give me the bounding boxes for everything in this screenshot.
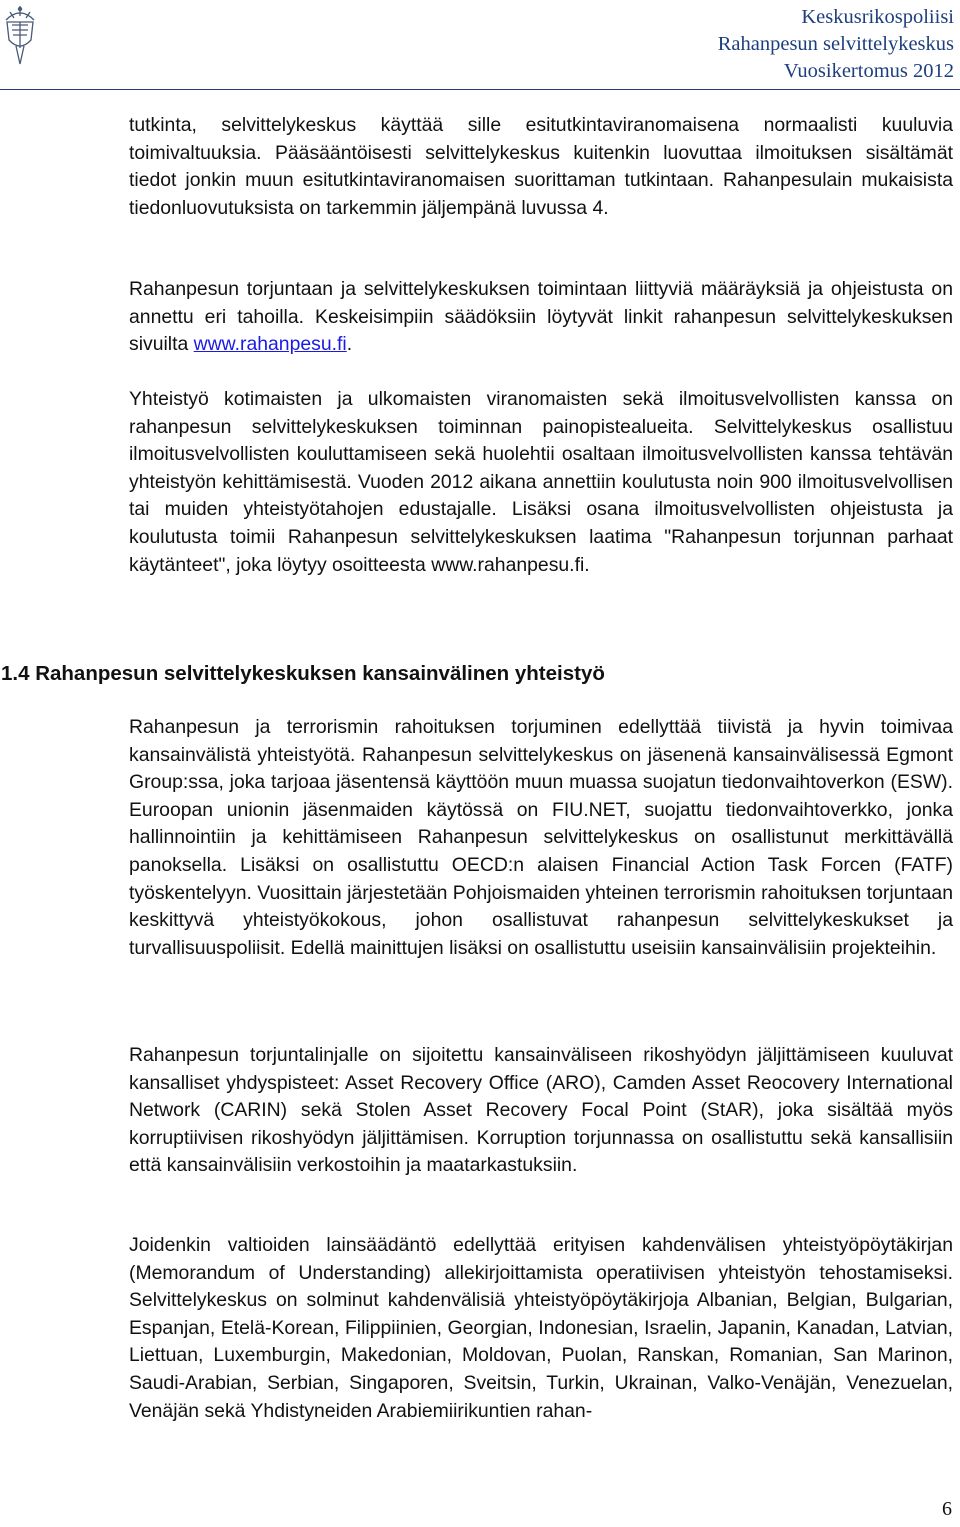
header-divider <box>0 89 960 90</box>
header-organization: Keskusrikospoliisi <box>801 6 954 28</box>
header-unit: Rahanpesun selvittelykeskus <box>717 33 954 55</box>
page-number: 6 <box>942 1498 952 1520</box>
police-emblem-icon <box>2 2 38 68</box>
paragraph-domestic-cooperation: Yhteistyö kotimaisten ja ulkomaisten viranomaisten sekä ilmoitusvelvollisten kanssa on rahanpesun selvittelykeskuksen toiminnan painopistealueita. Selvittelykeskus osallistuu ilmoitusvelvollisten kouluttamiseen sekä huolehtii osaltaan ilmoitusvelvollisten kanssa tehtävän yhteistyön kehittämisestä. Vuoden 2012 aikana annettiin koulutusta noin 900 ilmoitusvelvollisen tai muiden yhteistyötahojen edustajalle. Lisäksi osana ilmoitusvelvollisten ohjeistusta ja koulutusta toimii Rahanpesun selvittelykeskuksen laatima "Rahanpesun torjunnan parhaat käytänteet", joka löytyy osoitteesta www.rahanpesu.fi. <box>129 388 953 576</box>
rahanpesu-link[interactable]: www.rahanpesu.fi <box>193 333 347 356</box>
paragraph-asset-recovery: Rahanpesun torjuntalinjalle on sijoitettu kansainväliseen rikoshyödyn jäljittämiseen kuuluvat kansalliset yhdyspisteet: Asset Recovery Office (ARO), Camden Asset Reocovery International Network (CARIN) sekä Stolen Asset Recovery Focal Point (StAR), joka sisältää myös korruptiivisen rikoshyödyn jäljittämisen. Korruption torjunnassa on osallistuttu sekä kansallisiin että kansainvälisiin verkostoihin ja maatarkastuksiin. <box>129 1044 953 1177</box>
paragraph-mou: Joidenkin valtioiden lainsäädäntö edellyttää erityisen kahdenvälisen yhteistyöpöytäkirjan (Memorandum of Understanding) allekirjoittamista operatiivisen yhteistyön tehostamiseksi. Selvittelykeskus on solminut kahdenvälisiä yhteistyöpöytäkirjoja Albanian, Belgian, Bulgarian, Espanjan, Etelä-Korean, Filippiinien, Georgian, Indonesian, Israelin, Japanin, Kanadan, Latvian, Liettuan, Luxemburgin, Makedonian, Moldovan, Puolan, Ranskan, Romanian, San Marinon, Saudi-Arabian, Serbian, Singaporen, Sveitsin, Turkin, Ukrainan, Valko-Venäjän, Venezuelan, Venäjän sekä Yhdistyneiden Arabiemiirikuntien rahan- <box>129 1234 953 1422</box>
header-report-title: Vuosikertomus 2012 <box>783 60 954 82</box>
paragraph-investigation: tutkinta, selvittelykeskus käyttää sille esitutkintaviranomaisena normaalisti kuuluvia toimivaltuuksia. Pääsääntöisesti selvittelykeskus kuitenkin luovuttaa ilmoituksen sisältämät tiedot jonkin muun esitutkintaviranomaisen suorittaman tutkintaan. Rahanpesulain mukaisista tiedonluovutuksista on tarkemmin jäljempänä luvussa 4. <box>129 114 953 219</box>
paragraph-international-cooperation: Rahanpesun ja terrorismin rahoituksen torjuminen edellyttää tiivistä ja hyvin toimivaa kansainvälistä yhteistyötä. Rahanpesun selvittelykeskus on jäsenenä kansainvälisessä Egmont Group:ssa, joka tarjoaa jäsentensä käyttöön muun muassa suojatun tiedonvaihtoverkon (ESW). Euroopan unionin jäsenmaiden käytössä on FIU.NET, suojattu tiedonvaihtoverkko, jonka hallinnointiin ja kehittämiseen Rahanpesun selvittelykeskus on osallistunut merkittävällä panoksella. Lisäksi on osallistuttu OECD:n alaisen Financial Action Task Forcen (FATF) työskentelyyn. Vuosittain järjestetään Pohjoismaiden yhteinen terrorismin rahoituksen torjuntaan keskittyvä yhteistyökokous, johon osallistuvat rahanpesun selvittelykeskukset ja turvallisuuspoliisit. Edellä mainittujen lisäksi on osallistuttu useisiin kansainvälisiin projekteihin. <box>129 716 953 959</box>
paragraph-regulations <box>129 276 953 359</box>
section-heading: 1.4 Rahanpesun selvittelykeskuksen kansainvälinen yhteistyö <box>1 662 605 685</box>
document-header <box>718 4 954 85</box>
paragraph-regulations-text: Rahanpesun torjuntaan ja selvittelykeskuksen toimintaan liittyviä määräyksiä ja ohjeistusta on annettu eri tahoilla. Keskeisimpiin säädöksiin löytyvät linkit rahanpesun selvittelykeskuksen sivuilta <box>129 278 953 356</box>
paragraph-regulations-end: . <box>346 333 353 356</box>
